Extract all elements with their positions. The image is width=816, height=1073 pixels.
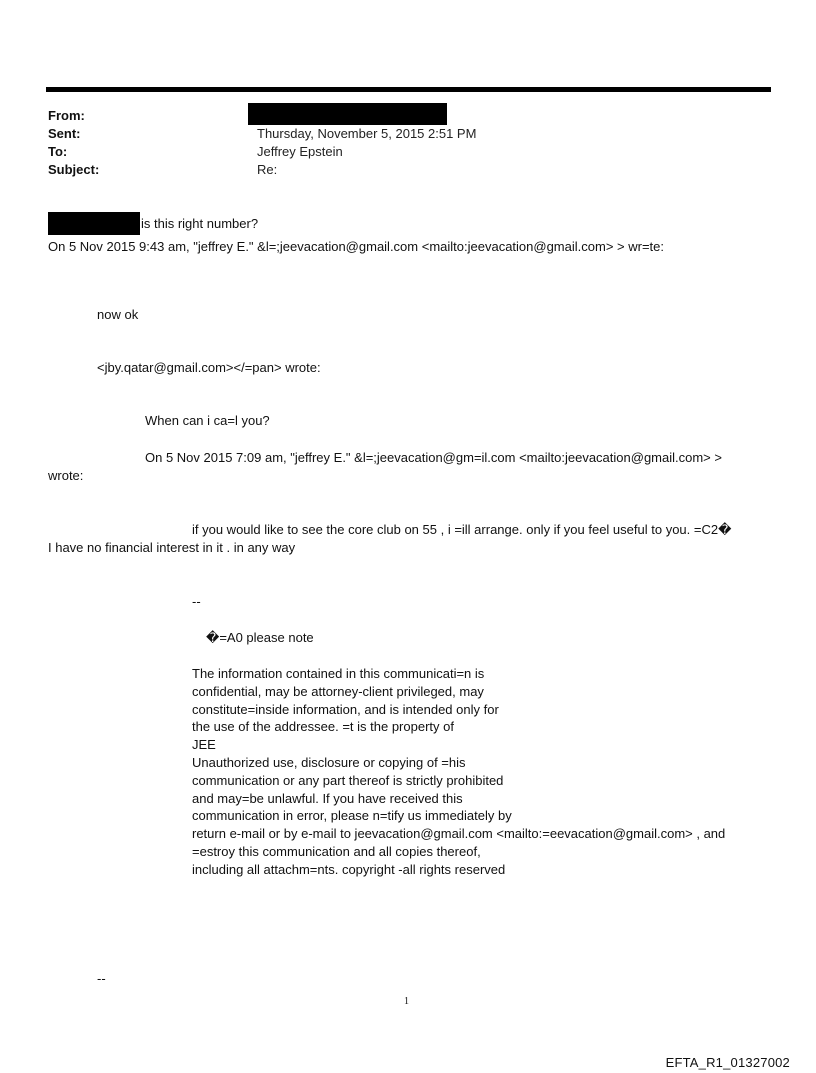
- quote-header-1: On 5 Nov 2015 9:43 am, "jeffrey E." &l=;jeevacation@gmail.com <mailto:jeevacation@gmail.com> > wr=te:: [48, 239, 664, 254]
- confidentiality-disclaimer: [192, 665, 725, 879]
- subject-value: Re:: [257, 162, 278, 177]
- quote-header-2-wrap: wrote:: [48, 468, 84, 483]
- from-redaction: [248, 103, 447, 125]
- from-label: From:: [48, 108, 85, 123]
- bottom-dash: --: [97, 971, 106, 986]
- disclaimer-line: including all attachm=nts. copyright -all rights reserved: [192, 861, 506, 877]
- disclaimer-line: JEE: [192, 737, 216, 753]
- reply-now-ok: now ok: [97, 307, 139, 322]
- document-id: EFTA_R1_01327002: [665, 1055, 790, 1070]
- disclaimer-line: and may=be unlawful. If you have received this: [192, 790, 463, 806]
- disclaimer-line: the use of the addressee. =t is the property of: [192, 719, 454, 735]
- core-club-line: if you would like to see the core club on 55 , i =ill arrange. only if you feel useful to you. =C2�: [192, 522, 732, 537]
- to-value: Jeffrey Epstein: [257, 144, 343, 159]
- disclaimer-line: =estroy this communication and all copies thereof,: [192, 843, 481, 859]
- sent-label: Sent:: [48, 126, 81, 141]
- sent-value: Thursday, November 5, 2015 2:51 PM: [257, 126, 477, 141]
- sender-name-redaction: [48, 212, 140, 235]
- disclaimer-line: return e-mail or by e-mail to jeevacation@gmail.com <mailto:=eevacation@gmail.com> , and: [192, 826, 726, 842]
- disclaimer-line: constitute=inside information, and is intended only for: [192, 701, 499, 717]
- reply-when-call: When can i ca=l you?: [145, 413, 270, 428]
- message-line-1: is this right number?: [141, 216, 259, 231]
- page-number: 1: [404, 996, 409, 1007]
- subject-label: Subject:: [48, 162, 100, 177]
- disclaimer-line: Unauthorized use, disclosure or copying of =his: [192, 754, 466, 770]
- quote-header-jby: <jby.qatar@gmail.com></=pan> wrote:: [97, 360, 321, 375]
- please-note-line: �=A0 please note: [206, 630, 314, 645]
- signature-dash: --: [192, 594, 201, 609]
- disclaimer-line: The information contained in this communicati=n is: [192, 666, 485, 681]
- to-label: To:: [48, 144, 68, 159]
- disclaimer-line: communication or any part thereof is strictly prohibited: [192, 772, 504, 788]
- disclaimer-line: confidential, may be attorney-client privileged, may: [192, 683, 484, 699]
- no-interest-line: I have no financial interest in it . in any way: [48, 540, 296, 555]
- header-rule: [46, 87, 771, 92]
- quote-header-2: On 5 Nov 2015 7:09 am, "jeffrey E." &l=;jeevacation@gm=il.com <mailto:jeevacation@gmail.com> >: [145, 450, 722, 465]
- disclaimer-line: communication in error, please n=tify us immediately by: [192, 808, 512, 824]
